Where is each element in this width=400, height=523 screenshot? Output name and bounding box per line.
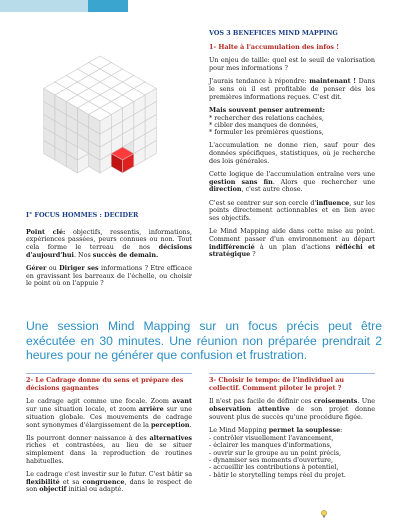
text: Il n'est pas facile de définir ces [209,397,314,406]
section-subtitle: 1- Halte à l'accumulation des infos ! [209,42,340,51]
emphasis: croisements [313,397,358,406]
emphasis: permet la souplesse [268,426,341,435]
text: C'est se centrer sur son cercle d' [209,198,317,207]
focus-hommes-section [26,212,192,294]
pull-quote: Une session Mind Mapping sur un focus précis peut être exécutée en 30 minutes. Une réunion non préparée prendrait 2 heures pour ne générer que confusion et frustration. [26,319,382,363]
section-title: 2- Le Cadrage donne du sens et prépare des décisions gagnantes [26,376,184,392]
text: , sur les points directement actionnables et en lien avec ses objectifs. [209,198,376,222]
emphasis: flexibilité [26,477,60,486]
divider [209,373,375,374]
emphasis: objectif [39,485,67,494]
text: ? [250,250,256,259]
text: . Une [357,397,375,406]
emphasis: alternatives [149,433,192,442]
cadrage-section [26,377,192,500]
emphasis: réfléchi et stratégique [209,242,375,259]
list-item: * formuler les premières questions, [209,128,324,137]
list-item: - contrôler visuellement l'avancement, [209,433,334,442]
emphasis: direction [209,185,242,194]
emphasis: Diriger ses [59,264,99,273]
cube-stack-illustration [24,38,176,198]
text: : [340,426,343,435]
text: Ils pourront donner naissance à des [26,433,150,442]
list-item: - accueillir les contributions à potentiel, [209,463,339,472]
header-bar-dark [88,0,128,12]
list-title: Mais souvent penser autrement: [209,105,325,114]
text: ou [46,264,60,273]
text: Dans le sens où il est profitable de penser dès les premières informations reçues. C'est dit. [209,77,375,101]
lightbulb-icon [319,504,329,514]
emphasis: influence [316,198,350,207]
benefices-section [209,30,375,264]
cube-stack-svg [24,38,176,198]
text: initial ou adapté. [66,485,124,494]
text: sur une situation locale, et zoom [26,405,139,414]
paragraph [26,435,192,466]
header-bar-light [0,0,88,12]
paragraph [26,471,192,494]
emphasis: perception [150,420,190,429]
emphasis: avant [172,397,192,406]
section-title: 3- Choisir le tempo: de l'individuel au collectif. Comment piloter le projet ? [209,376,345,392]
divider [26,373,192,374]
paragraph: L'accumulation ne donne rien, sauf pour des données spécifiques, statistiques, où je recherche des lois générales. [209,141,375,165]
text: sur une situation globale. Ces mouvements de cadrage sont synonymes d'élargissement de la [26,405,192,429]
paragraph: Un enjeu de taille: quel est le seuil de valorisation pour mes informations ? [209,56,375,73]
text: objectifs, ressentis, informations, expériences passées, peurs connues ou non. Tout cela forme le terreau de nos [26,227,192,252]
paragraph [209,171,375,194]
list-item: - éclairer les manques d'informations, [209,441,332,450]
text: , dans le respect de son [26,477,192,494]
paragraph [209,78,375,101]
paragraph [26,265,192,288]
tempo-section [209,377,375,479]
text: Le Mind Mapping aide dans cette mise au point. Comment passer d'un environnement au départ [209,227,375,243]
list [209,435,375,479]
text: informations ? Etre efficace en gravissant les barreaux de l'échelle, ou choisir le point où on l'appuie ? [26,264,193,288]
emphasis: congruence [82,477,125,486]
text: Cette logique de l'accumulation entraîne vers une [209,169,375,178]
text: de son projet donne souvent plus de succès qu'une procédure figée. [209,405,375,421]
paragraph [209,398,375,421]
emphasis: succès de demain. [92,250,159,259]
emphasis: observation attentive [209,405,290,414]
text: Le Mind Mapping [209,426,269,435]
list-item: * rechercher des relations cachées, [209,113,324,122]
text: J'aurais tendance à répondre: [209,77,310,86]
paragraph [209,228,375,259]
emphasis: Gérer [26,264,47,273]
text: Le cadrage agit comme une focale. Zoom [26,397,173,406]
emphasis: maintenant ! [309,77,357,86]
text: . Alors que rechercher une [272,177,375,186]
emphasis: indifférencié [209,242,255,251]
text: à un plan d'actions [254,242,336,251]
paragraph [209,200,375,223]
paragraph [209,107,375,137]
text: riches et contrastées, au lieu de se situer simplement dans la reproduction de routines habituelles. [26,441,192,465]
emphasis: décisions d'aujourd'hui [26,243,192,259]
emphasis: Point clé: [26,227,66,236]
section-title: VOS 3 BENEFICES MIND MAPPING [209,29,338,37]
section-title: I° FOCUS HOMMES : DECIDER [26,211,139,219]
text: Le cadrage c'est investir sur le futur. C'est bâtir sa [26,470,192,479]
paragraph [26,398,192,429]
emphasis: gestion sans fin [209,177,273,186]
list [209,115,375,137]
paragraph [26,229,192,260]
list-item: - ouvrir sur le groupe au un point précis, [209,448,342,457]
header-color-bar [0,0,128,12]
text: . Nos [73,250,93,259]
text: . [189,420,192,429]
emphasis: arrière [138,405,164,414]
list-item: - bâtir le storytelling temps réel du projet. [209,470,346,479]
list-item: - dynamiser ses moments d'ouverture, [209,455,333,464]
text: et sa [59,477,83,486]
text: , c'est autre chose. [241,185,303,194]
list-item: * cibler des manques de données, [209,121,319,130]
